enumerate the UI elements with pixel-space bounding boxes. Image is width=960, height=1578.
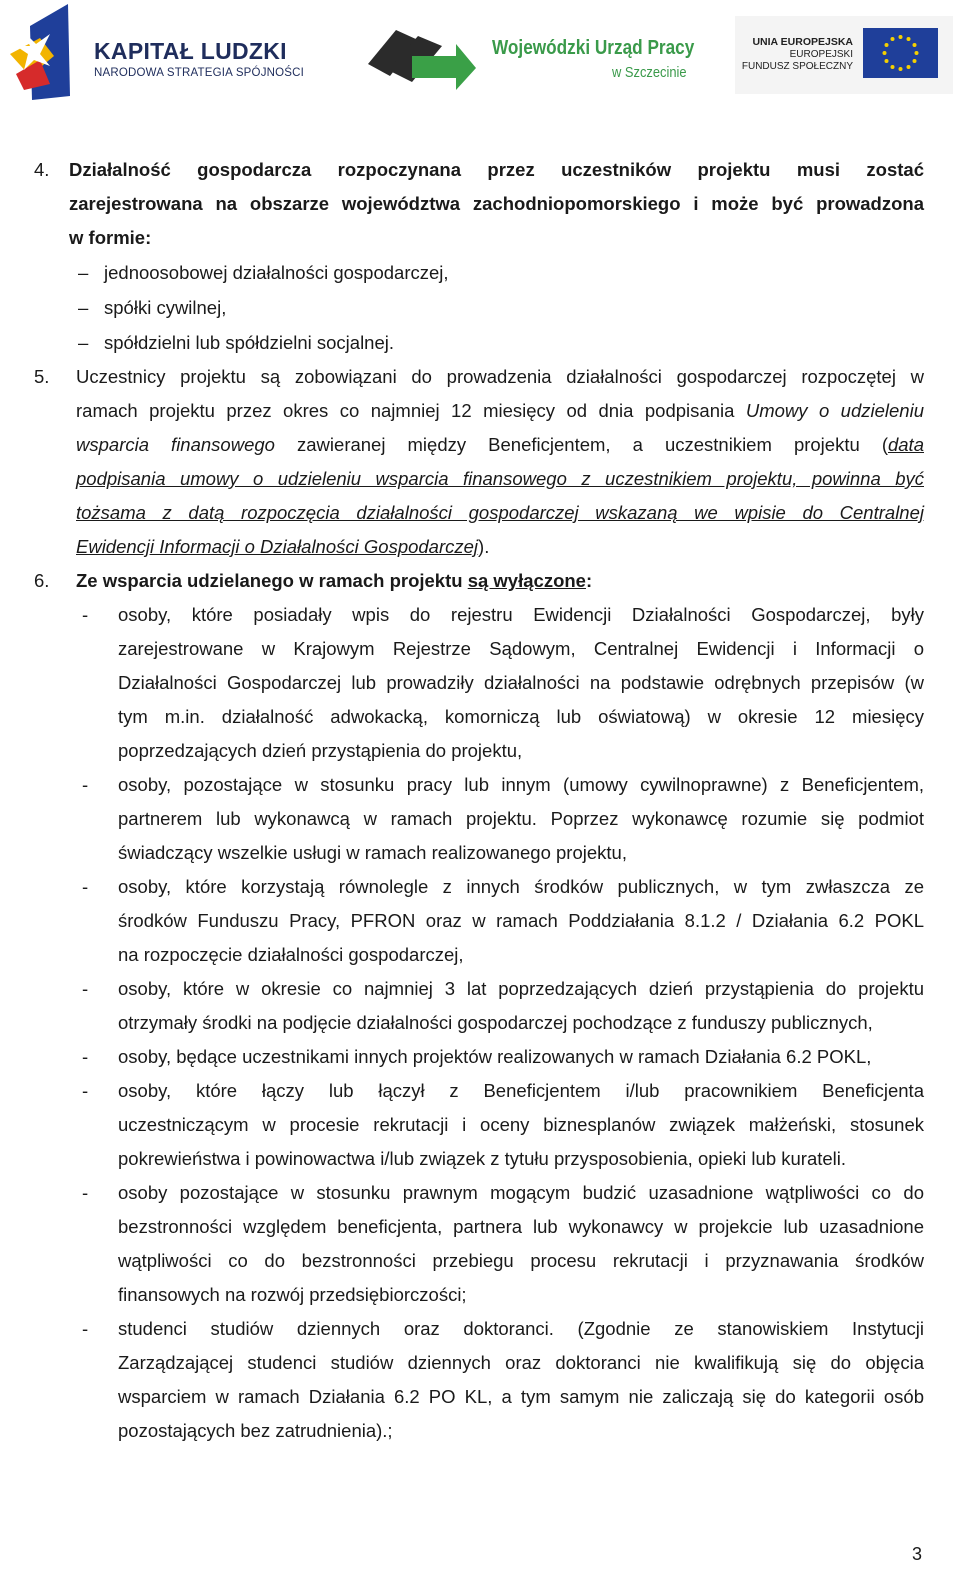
exclusion-7-line-2: bezstronności względem beneficjenta, partnera lub wykonawcy w projekcie lub uzasadnione (118, 1216, 924, 1237)
item-6-heading (76, 564, 592, 598)
item-5-line-2-text: ramach projektu przez okres co najmniej 12 miesięcy od dnia podpisania (76, 400, 746, 421)
bullet-marker: - (82, 774, 89, 795)
exclusion-7-line-1: osoby pozostające w stosunku prawnym mogącym budzić uzasadnione wątpliwości co do (118, 1182, 924, 1203)
bullet-marker: - (82, 1046, 89, 1067)
page-header (0, 0, 960, 110)
item-5-umowa-title: Umowy o udzieleniu (745, 400, 924, 421)
exclusion-1-line-5: poprzedzających dzień przystąpienia do projektu, (118, 740, 523, 761)
exclusion-8-line-4: pozostających bez zatrudnienia).; (118, 1420, 393, 1441)
item-4-dash: – (78, 262, 89, 283)
wup-title: Wojewódzki Urząd Pracy (492, 37, 695, 59)
bullet-marker: - (82, 876, 89, 897)
exclusion-1-line-3: Działalności Gospodarczej lub prowadziły działalności na podstawie odrębnych przepisów (w (118, 672, 924, 693)
item-5-number: 5. (34, 366, 50, 387)
exclusion-2-line-3: świadczący wszelkie usługi w ramach realizowanego projektu, (118, 842, 627, 863)
kapital-ludzki-title: KAPITAŁ LUDZKI (94, 38, 287, 64)
item-6-number: 6. (34, 570, 50, 591)
item-4-line-3: w formie: (69, 227, 152, 248)
item-4-form-1: jednoosobowej działalności gospodarczej, (104, 262, 449, 283)
bullet-marker: - (82, 1318, 89, 1339)
item-4-line-1: Działalność gospodarcza rozpoczynana przez uczestników projektu musi zostać (69, 159, 924, 180)
exclusion-6-line-3: pokrewieństwa i powinowactwa i/lub związek z tytułu przysposobienia, opieki lub kurateli. (118, 1148, 847, 1169)
item-4-dash: – (78, 297, 89, 318)
exclusion-8-line-1: studenci studiów dziennych oraz doktoranci. (Zgodnie ze stanowiskiem Instytucji (118, 1318, 924, 1339)
item-5-line-6 (76, 530, 489, 564)
exclusion-4-line-2: otrzymały środki na podjęcie działalności gospodarczej pochodzące z funduszy publicznych, (118, 1012, 873, 1033)
exclusion-3-line-3: na rozpoczęcie działalności gospodarczej, (118, 944, 464, 965)
bullet-marker: - (82, 1080, 89, 1101)
eu-logo (735, 16, 953, 94)
wup-subtitle: w Szczecinie (612, 64, 687, 81)
bullet-marker: - (82, 604, 89, 625)
item-5-closing: ). (478, 536, 490, 557)
item-5-line-3 (76, 428, 924, 462)
kapital-ludzki-logo (10, 4, 310, 100)
kapital-ludzki-emblem-icon (10, 4, 90, 100)
wup-logo (366, 24, 706, 94)
item-4-form-2: spółki cywilnej, (104, 297, 227, 318)
item-5-line-4: podpisania umowy o udzieleniu wsparcia finansowego z uczestnikiem projektu, powinna być (76, 468, 924, 489)
exclusion-6-line-1: osoby, które łączy lub łączył z Beneficjentem i/lub pracownikiem Beneficjenta (118, 1080, 924, 1101)
item-4-dash: – (78, 332, 89, 353)
exclusion-7-line-3: wątpliwości co do bezstronności przebiegu procesu rekrutacji i przyznawania środków (118, 1250, 924, 1271)
kapital-ludzki-subtitle: NARODOWA STRATEGIA SPÓJNOŚCI (94, 67, 305, 79)
bullet-marker: - (82, 1182, 89, 1203)
page-number: 3 (912, 1544, 923, 1564)
exclusion-8-line-2: Zarządzającej studenci studiów dziennych oraz doktoranci nie kwalifikują się do objęcia (118, 1352, 924, 1373)
eu-flag-icon (863, 28, 938, 78)
exclusion-7-line-4: finansowych na rozwój przedsiębiorczości; (118, 1284, 467, 1305)
item-6-heading-colon: : (585, 570, 593, 591)
exclusion-1-line-4: tym m.in. działalność adwokacką, komorniczą lub oświatową) w okresie 12 miesięcy (118, 706, 924, 727)
item-6-heading-emphasis: są wyłączone (467, 570, 586, 591)
exclusion-3-line-1: osoby, które korzystają równolegle z innych środków publicznych, w tym zwłaszcza ze (118, 876, 924, 897)
exclusion-1-line-1: osoby, które posiadały wpis do rejestru Ewidencji Działalności Gospodarczej, były (118, 604, 924, 625)
item-5-line-1: Uczestnicy projektu są zobowiązani do prowadzenia działalności gospodarczej rozpoczętej w (76, 366, 924, 387)
item-5-note-start: data (887, 434, 924, 455)
eu-line3: FUNDUSZ SPOŁECZNY (741, 61, 853, 72)
item-4-line-2: zarejestrowana na obszarze województwa zachodniopomorskiego i może być prowadzona (69, 193, 924, 214)
item-5-line-5: tożsama z datą rozpoczęcia działalności gospodarczej wskazaną we wpisie do Centralnej (76, 502, 924, 523)
wup-emblem-icon (366, 24, 481, 94)
bullet-marker: - (82, 978, 89, 999)
exclusion-8-line-3: wsparciem w ramach Działania 6.2 PO KL, a tym samym nie zaliczają się do kategorii osób (118, 1386, 924, 1407)
exclusion-1-line-2: zarejestrowane w Krajowym Rejestrze Sądowym, Centralnej Ewidencji i Informacji o (118, 638, 924, 659)
exclusion-3-line-2: środków Funduszu Pracy, PFRON oraz w ramach Poddziałania 8.1.2 / Działania 6.2 POKL (118, 910, 924, 931)
item-5-umowa-title-cont: wsparcia finansowego (76, 434, 275, 455)
exclusion-4-line-1: osoby, które w okresie co najmniej 3 lat poprzedzających dzień przystąpienia do projektu (118, 978, 924, 999)
exclusion-5-line-1: osoby, będące uczestnikami innych projektów realizowanych w ramach Działania 6.2 POKL, (118, 1046, 872, 1067)
item-4-form-3: spółdzielni lub spółdzielni socjalnej. (104, 332, 395, 353)
exclusion-6-line-2: uczestniczącym w procesie rekrutacji i oceny biznesplanów związek małżeński, stosunek (118, 1114, 924, 1135)
eu-line1: UNIA EUROPEJSKA (752, 36, 853, 48)
eu-line2: EUROPEJSKI (789, 49, 853, 60)
exclusion-2-line-2: partnerem lub wykonawcą w ramach projektu. Poprzez wykonawcę rozumie się podmiot (118, 808, 924, 829)
item-5-line-2 (76, 394, 924, 428)
item-4-number: 4. (34, 159, 50, 180)
item-5-note-end: Ewidencji Informacji o Działalności Gospodarczej (76, 536, 479, 557)
item-6-heading-text: Ze wsparcia udzielanego w ramach projektu (76, 570, 468, 591)
exclusion-2-line-1: osoby, pozostające w stosunku pracy lub innym (umowy cywilnoprawne) z Beneficjentem, (118, 774, 924, 795)
item-5-line-3-text: zawieranej między Beneficjentem, a uczestnikiem projektu ( (274, 434, 888, 455)
